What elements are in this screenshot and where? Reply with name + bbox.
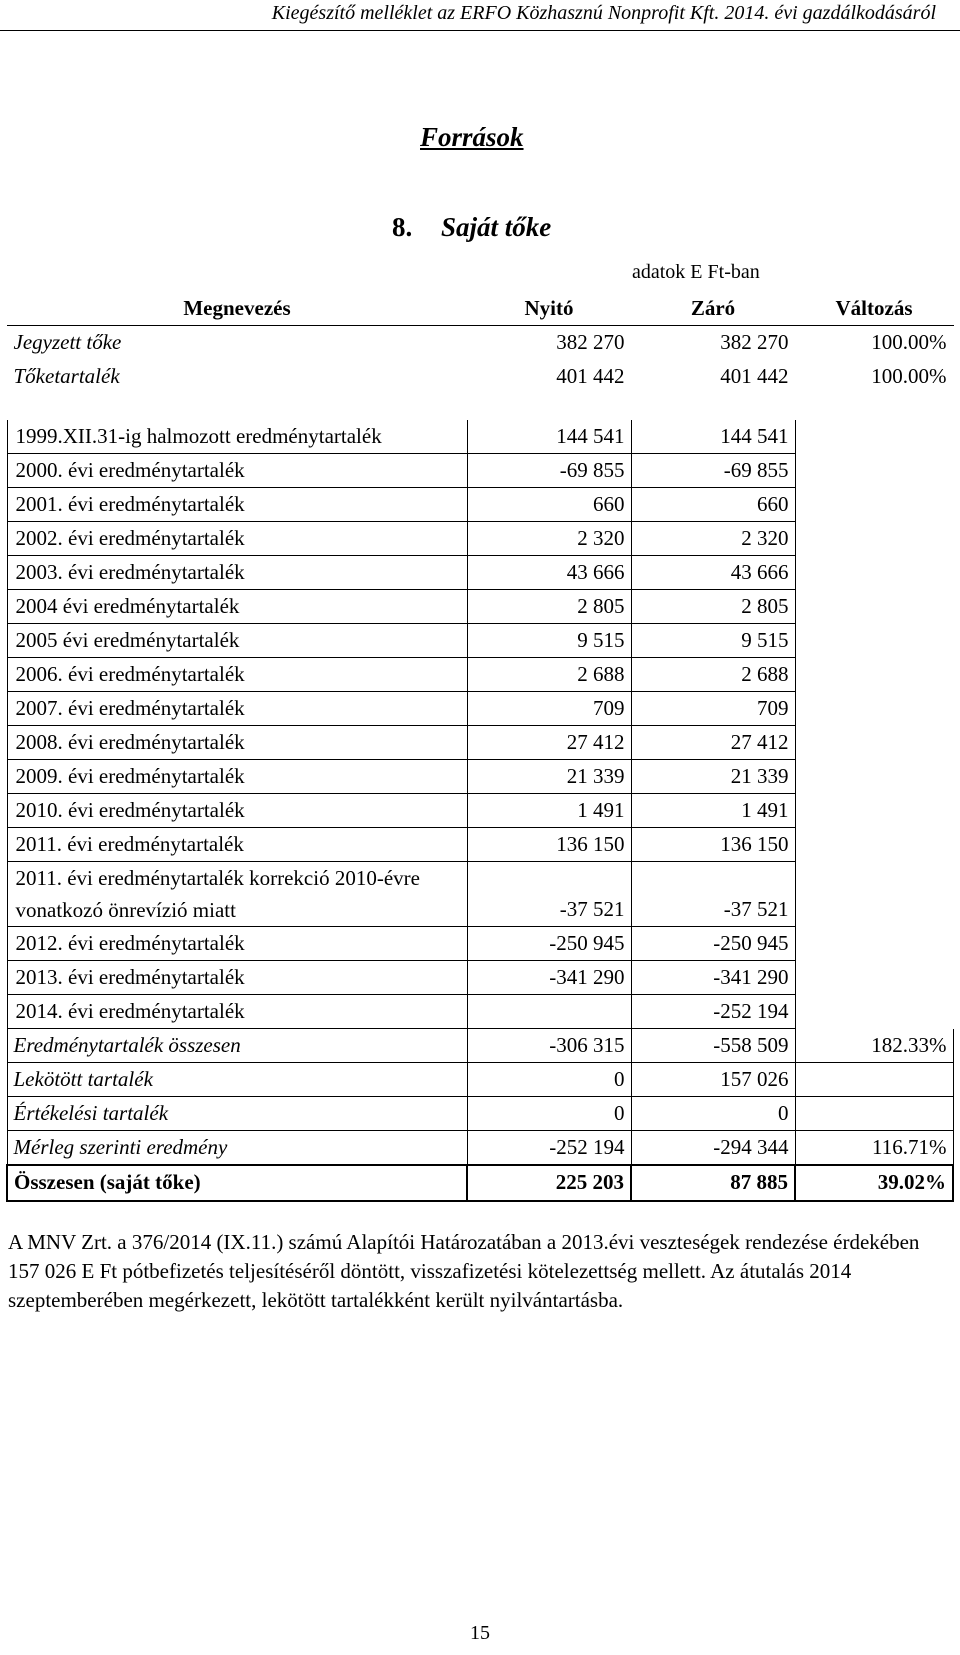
closing-value: 27 412 [631, 726, 795, 760]
closing-value: 382 270 [720, 330, 789, 354]
row-label: 2003. évi eredménytartalék [7, 556, 467, 590]
subsection-text: Saját tőke [441, 212, 552, 242]
row-label: 2005 évi eredménytartalék [7, 624, 467, 658]
opening-value: -37 521 [467, 862, 631, 927]
row-label: 2012. évi eredménytartalék [7, 927, 467, 961]
row-label: 2011. évi eredménytartalék [7, 828, 467, 862]
row-label: 2014. évi eredménytartalék [7, 995, 467, 1029]
opening-value: 43 666 [467, 556, 631, 590]
row-label: 2010. évi eredménytartalék [7, 794, 467, 828]
row-label: Mérleg szerinti eredmény [7, 1131, 467, 1165]
row-label: Lekötött tartalék [7, 1063, 467, 1097]
change-cell [795, 522, 953, 556]
opening-value [467, 995, 631, 1029]
table-row [7, 488, 953, 522]
spacer-cell [795, 394, 953, 420]
equity-table [6, 291, 954, 1202]
change-value: 182.33% [795, 1029, 953, 1063]
opening-value: 21 339 [467, 760, 631, 794]
closing-value: 21 339 [631, 760, 795, 794]
change-cell [795, 794, 953, 828]
change-cell [795, 420, 953, 454]
table-row [7, 360, 953, 394]
opening-value: 136 150 [467, 828, 631, 862]
closing-value: 2 805 [631, 590, 795, 624]
column-header-close: Záró [631, 292, 795, 326]
table-row [7, 1063, 953, 1097]
closing-value: -341 290 [631, 961, 795, 995]
column-header-name: Megnevezés [7, 292, 467, 326]
table-row [7, 1131, 953, 1165]
change-cell [795, 760, 953, 794]
total-label: Összesen (saját tőke) [7, 1165, 467, 1201]
table-row [7, 1097, 953, 1131]
table-row [7, 1029, 953, 1063]
total-row [7, 1165, 953, 1201]
spacer-cell [7, 394, 467, 420]
change-cell [795, 828, 953, 862]
change-cell [795, 488, 953, 522]
table-row [7, 590, 953, 624]
total-closing: 87 885 [631, 1165, 795, 1201]
total-change: 39.02% [795, 1165, 953, 1201]
closing-value: 43 666 [631, 556, 795, 590]
table-row [7, 927, 953, 961]
table-header-row [7, 292, 953, 326]
change-cell [795, 692, 953, 726]
opening-value: 382 270 [556, 330, 625, 354]
page-header [0, 0, 960, 25]
row-label: 1999.XII.31-ig halmozott eredménytartalék [7, 420, 467, 454]
table-row [7, 420, 953, 454]
row-label: 2006. évi eredménytartalék [7, 658, 467, 692]
closing-value: -69 855 [631, 454, 795, 488]
closing-value: 0 [631, 1097, 795, 1131]
page-number: 15 [470, 1622, 490, 1644]
row-label: 2011. évi eredménytartalék korrekció 2010-évre vonatkozó önrevízió miatt [7, 862, 467, 927]
table-row [7, 995, 953, 1029]
change-value [795, 1097, 953, 1131]
table-row [7, 556, 953, 590]
closing-value: -250 945 [631, 927, 795, 961]
opening-value: 27 412 [467, 726, 631, 760]
opening-value: 660 [467, 488, 631, 522]
table-row [7, 624, 953, 658]
total-opening: 225 203 [467, 1165, 631, 1201]
column-header-change: Változás [795, 292, 953, 326]
row-label: 2013. évi eredménytartalék [7, 961, 467, 995]
row-label: 2001. évi eredménytartalék [7, 488, 467, 522]
opening-value: -306 315 [467, 1029, 631, 1063]
table-row [7, 726, 953, 760]
page-header-text: Kiegészítő melléklet az ERFO Közhasznú Nonprofit Kft. 2014. évi gazdálkodásáról [271, 2, 936, 24]
change-value: 100.00% [871, 364, 947, 388]
unit-note: adatok E Ft-ban [632, 261, 760, 283]
closing-value: 157 026 [631, 1063, 795, 1097]
change-cell [795, 556, 953, 590]
table-row [7, 326, 953, 360]
spacer-row [7, 394, 953, 420]
row-label: 2002. évi eredménytartalék [7, 522, 467, 556]
opening-value: -250 945 [467, 927, 631, 961]
opening-value: -69 855 [467, 454, 631, 488]
row-label: 2008. évi eredménytartalék [7, 726, 467, 760]
closing-value: 709 [631, 692, 795, 726]
table-row [7, 760, 953, 794]
opening-value: 401 442 [556, 364, 625, 388]
change-cell [795, 590, 953, 624]
subsection-number: 8. [392, 212, 413, 242]
change-cell [795, 624, 953, 658]
spacer-cell [631, 394, 795, 420]
change-cell [795, 658, 953, 692]
closing-value: 144 541 [631, 420, 795, 454]
table-row [7, 454, 953, 488]
opening-value: 9 515 [467, 624, 631, 658]
opening-value: 0 [467, 1097, 631, 1131]
opening-value: 2 688 [467, 658, 631, 692]
change-cell [795, 961, 953, 995]
change-value [795, 1063, 953, 1097]
row-label: Eredménytartalék összesen [7, 1029, 467, 1063]
table-row [7, 658, 953, 692]
row-label: 2007. évi eredménytartalék [7, 692, 467, 726]
table-row [7, 862, 953, 927]
change-value: 100.00% [871, 330, 947, 354]
row-label: Tőketartalék [13, 364, 120, 388]
subsection-title [392, 212, 551, 243]
closing-value: 2 320 [631, 522, 795, 556]
closing-value: 9 515 [631, 624, 795, 658]
table-row [7, 522, 953, 556]
closing-value: -37 521 [631, 862, 795, 927]
closing-value: 1 491 [631, 794, 795, 828]
opening-value: 0 [467, 1063, 631, 1097]
opening-value: 144 541 [467, 420, 631, 454]
change-cell [795, 995, 953, 1029]
column-header-open: Nyitó [467, 292, 631, 326]
table-row [7, 828, 953, 862]
closing-value: 2 688 [631, 658, 795, 692]
header-divider [0, 30, 960, 31]
opening-value: 2 805 [467, 590, 631, 624]
change-cell [795, 454, 953, 488]
row-label: Értékelési tartalék [7, 1097, 467, 1131]
opening-value: 1 491 [467, 794, 631, 828]
closing-value: -558 509 [631, 1029, 795, 1063]
row-label: 2000. évi eredménytartalék [7, 454, 467, 488]
note-paragraph: A MNV Zrt. a 376/2014 (IX.11.) számú Alapítói Határozatában a 2013.évi veszteségek rendezése érdekében 157 026 E Ft pótbefizetés teljesítéséről döntött, visszafizetési kötelezettség mellett. Az átutalás 2014 szeptemberében megérkezett, lekötött tartalékként került nyilvántartásba. [8, 1230, 920, 1312]
closing-value: 136 150 [631, 828, 795, 862]
opening-value: 2 320 [467, 522, 631, 556]
change-cell [795, 927, 953, 961]
table-row [7, 961, 953, 995]
row-label: 2009. évi eredménytartalék [7, 760, 467, 794]
spacer-cell [467, 394, 631, 420]
change-cell [795, 862, 953, 927]
closing-value: -294 344 [631, 1131, 795, 1165]
closing-value: -252 194 [631, 995, 795, 1029]
change-value: 116.71% [795, 1131, 953, 1165]
table-row [7, 794, 953, 828]
section-title: Források [420, 122, 524, 152]
row-label: Jegyzett tőke [13, 330, 122, 354]
closing-value: 401 442 [720, 364, 789, 388]
closing-value: 660 [631, 488, 795, 522]
opening-value: -252 194 [467, 1131, 631, 1165]
opening-value: -341 290 [467, 961, 631, 995]
change-cell [795, 726, 953, 760]
table-row [7, 692, 953, 726]
opening-value: 709 [467, 692, 631, 726]
row-label: 2004 évi eredménytartalék [7, 590, 467, 624]
